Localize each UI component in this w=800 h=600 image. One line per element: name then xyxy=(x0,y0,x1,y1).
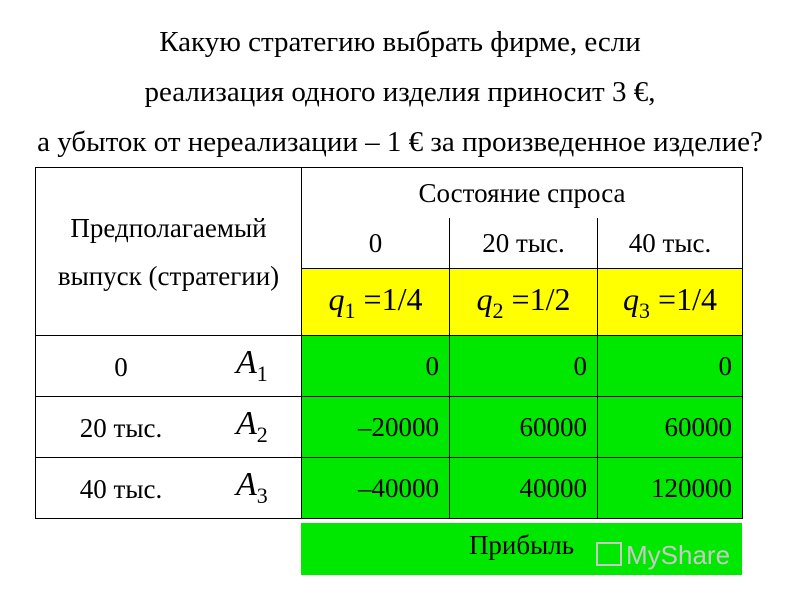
strategy-row-label xyxy=(36,397,302,458)
strategy-quantity: 40 тыс. xyxy=(79,474,163,504)
demand-level: 40 тыс. xyxy=(598,218,743,269)
payoff-cell: –40000 xyxy=(302,458,450,519)
payoff-cell: 120000 xyxy=(598,458,743,519)
demand-header: Состояние спроса xyxy=(302,168,743,219)
demand-level: 0 xyxy=(302,218,450,269)
title-line-3: а убыток от нереализации – 1 € за произведенное изделие? xyxy=(37,126,763,158)
probability-cell: $q_3 =1/4$ xyxy=(598,269,743,336)
payoff-cell: 0 xyxy=(302,336,450,397)
strategy-header: Предполагаемый выпуск (стратегии) xyxy=(36,168,302,336)
payoff-cell: 0 xyxy=(598,336,743,397)
strategy-symbol: $A_1$ xyxy=(236,344,268,386)
presentation-icon xyxy=(596,542,622,566)
payoff-cell: 40000 xyxy=(450,458,598,519)
strategy-quantity: 0 xyxy=(114,352,128,382)
payoff-table xyxy=(35,167,743,519)
strategy-row-label xyxy=(36,336,302,397)
strategy-symbol: $A_2$ xyxy=(236,405,268,447)
title-line-2: реализация одного изделия приносит 3 €, xyxy=(144,76,656,108)
probability-cell: $q_2 =1/2$ xyxy=(450,269,598,336)
payoff-cell: 60000 xyxy=(450,397,598,458)
demand-level: 20 тыс. xyxy=(450,218,598,269)
payoff-cell: 0 xyxy=(450,336,598,397)
strategy-symbol: $A_3$ xyxy=(236,466,268,508)
payoff-cell: 60000 xyxy=(598,397,743,458)
profit-label: Прибыль xyxy=(468,530,575,560)
strategy-quantity: 20 тыс. xyxy=(79,413,163,443)
probability-cell: $q_1 =1/4$ xyxy=(302,269,450,336)
title-line-1: Какую стратегию выбрать фирме, если xyxy=(159,26,641,58)
watermark: MyShare xyxy=(596,540,730,571)
strategy-row-label xyxy=(36,458,302,519)
payoff-cell: –20000 xyxy=(302,397,450,458)
